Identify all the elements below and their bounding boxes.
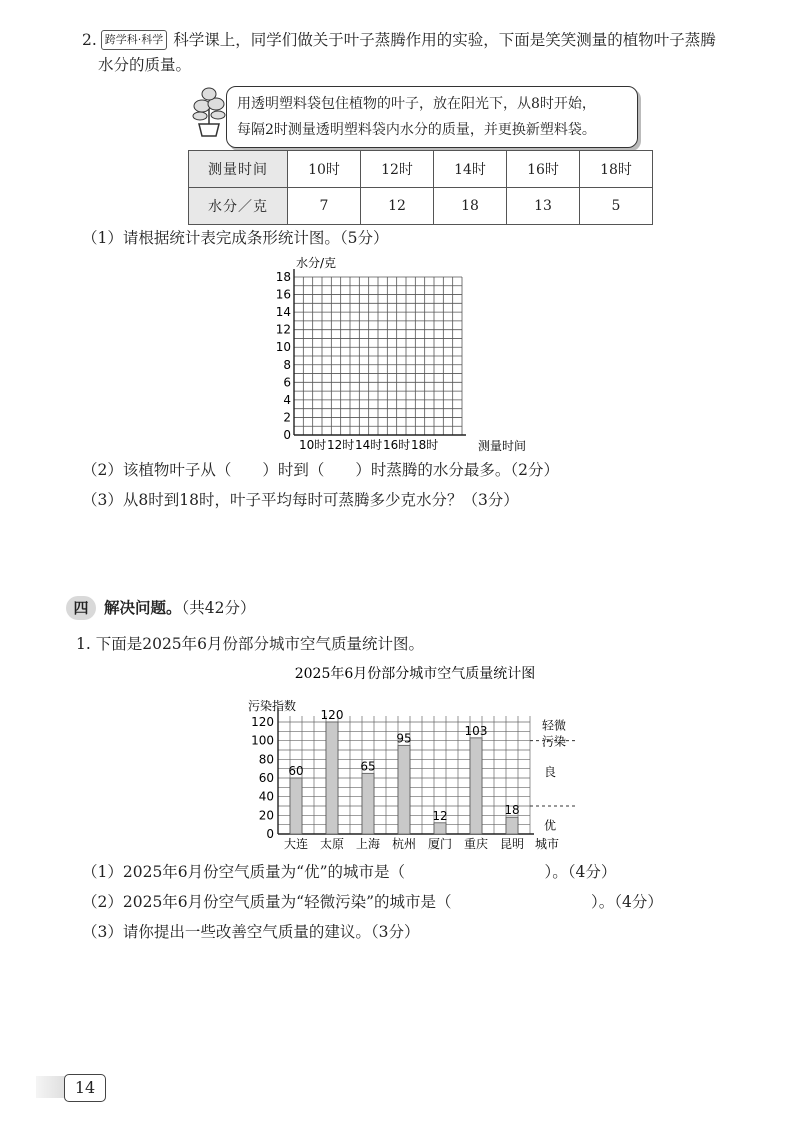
band-label-light-pollution: 污染 [542,734,567,749]
bar-value-label: 103 [464,723,488,738]
y-tick-label: 80 [258,752,274,767]
table-cell: 18时 [580,151,653,188]
y-tick-label: 20 [258,808,274,823]
x-tick-label: 上海 [355,837,381,851]
table-cell: 7 [288,188,361,225]
water-bar-chart [270,252,560,456]
bar [434,823,446,834]
x-tick-label: 昆明 [499,837,525,851]
experiment-note-bubble [226,86,638,148]
bubble-line-2: 每隔2时测量透明塑料袋内水分的质量，并更换新塑料袋。 [237,122,596,138]
question-1-text: 1. 下面是2025年6月份部分城市空气质量统计图。 [76,635,425,653]
table-cell: 18 [434,188,507,225]
y-tick-label: 12 [275,322,291,337]
bar-value-label: 95 [396,731,412,746]
y-tick-label: 100 [251,733,274,748]
table-header-time: 测量时间 [189,151,288,188]
question-2-text [82,28,772,78]
x-tick-label: 大连 [283,837,309,851]
measurement-table [188,150,653,225]
y-tick-label: 18 [275,270,291,284]
table-cell: 12时 [361,151,434,188]
table-row [189,151,653,188]
bubble-line-1: 用透明塑料袋包住植物的叶子，放在阳光下，从8时开始， [237,96,596,112]
sub-question-1b: （1）2025年6月份空气质量为“优”的城市是（ ）。（4分） [82,863,617,881]
band-label-excellent: 优 [544,818,557,833]
x-tick-label: 厦门 [427,837,453,851]
sub-question-1: （1）请根据统计表完成条形统计图。（5分） [82,229,389,247]
y-tick-label: 2 [283,410,291,425]
table-cell: 13 [507,188,580,225]
y-tick-label: 16 [275,287,291,302]
y-tick-label: 8 [283,357,291,372]
y-tick-label: 14 [275,305,291,320]
x-tick-label: 杭州 [391,837,417,851]
bar-value-label: 12 [432,808,448,823]
section-4-heading [66,596,256,621]
x-axis-label: 城市 [535,837,560,851]
sub-question-3b: （3）请你提出一些改善空气质量的建议。（3分） [82,923,420,941]
bar-value-label: 65 [360,759,376,774]
y-axis-label: 水分/克 [296,256,337,270]
bar [506,817,518,834]
x-tick-label: 太原 [319,837,345,851]
band-label-light-pollution: 轻微 [542,718,567,733]
band-label-good: 良 [544,765,557,780]
x-tick-label: 重庆 [463,837,489,851]
page-number: 14 [64,1074,106,1102]
bar-value-label: 18 [504,803,520,818]
bar [398,745,410,834]
question-line-1: 科学课上，同学们做关于叶子蒸腾作用的实验，下面是笑笑测量的植物叶子蒸腾 [173,31,716,49]
table-cell: 10时 [288,151,361,188]
bar [290,778,302,834]
y-tick-label: 4 [283,392,291,407]
table-cell: 12 [361,188,434,225]
sub-question-2b: （2）2025年6月份空气质量为“轻微污染”的城市是（ ）。（4分） [82,893,663,911]
section-badge: 四 [66,596,96,620]
chart-title: 2025年6月份部分城市空气质量统计图 [294,666,536,682]
y-tick-label: 10 [275,340,291,355]
table-cell: 14时 [434,151,507,188]
x-tick-label: 16时 [383,438,411,452]
x-axis-label: 测量时间 [478,439,527,453]
y-tick-label: 120 [251,715,274,729]
y-tick-label: 0 [283,428,291,442]
section-title: 解决问题。 [104,598,182,617]
y-tick-label: 60 [258,771,274,785]
sub-question-3: （3）从8时到18时，叶子平均每时可蒸腾多少克水分？（3分） [82,491,519,509]
bar [470,738,482,834]
subject-tag: 跨学科·科学 [101,30,168,50]
section-points: （共42分） [181,599,256,617]
table-cell: 5 [580,188,653,225]
table-cell: 16时 [507,151,580,188]
sub-question-2: （2）该植物叶子从（ ）时到（ ）时蒸腾的水分最多。（2分） [82,461,559,479]
y-tick-label: 6 [283,375,291,390]
x-tick-label: 14时 [355,438,383,452]
bar [326,722,338,834]
y-tick-label: 0 [266,827,274,841]
x-tick-label: 10时 [299,438,327,452]
table-header-water: 水分／克 [189,188,288,225]
question-number: 2. [82,31,97,49]
bar-value-label: 60 [288,764,304,778]
x-tick-label: 12时 [327,438,355,452]
y-axis-label: 污染指数 [248,699,297,713]
bar [362,773,374,834]
table-row [189,188,653,225]
bar-value-label: 120 [320,708,344,722]
x-tick-label: 18时 [411,438,439,452]
y-tick-label: 40 [258,789,274,804]
air-quality-bar-chart [230,660,600,858]
question-line-2: 水分的质量。 [98,55,192,74]
potted-plant-icon [190,86,228,138]
